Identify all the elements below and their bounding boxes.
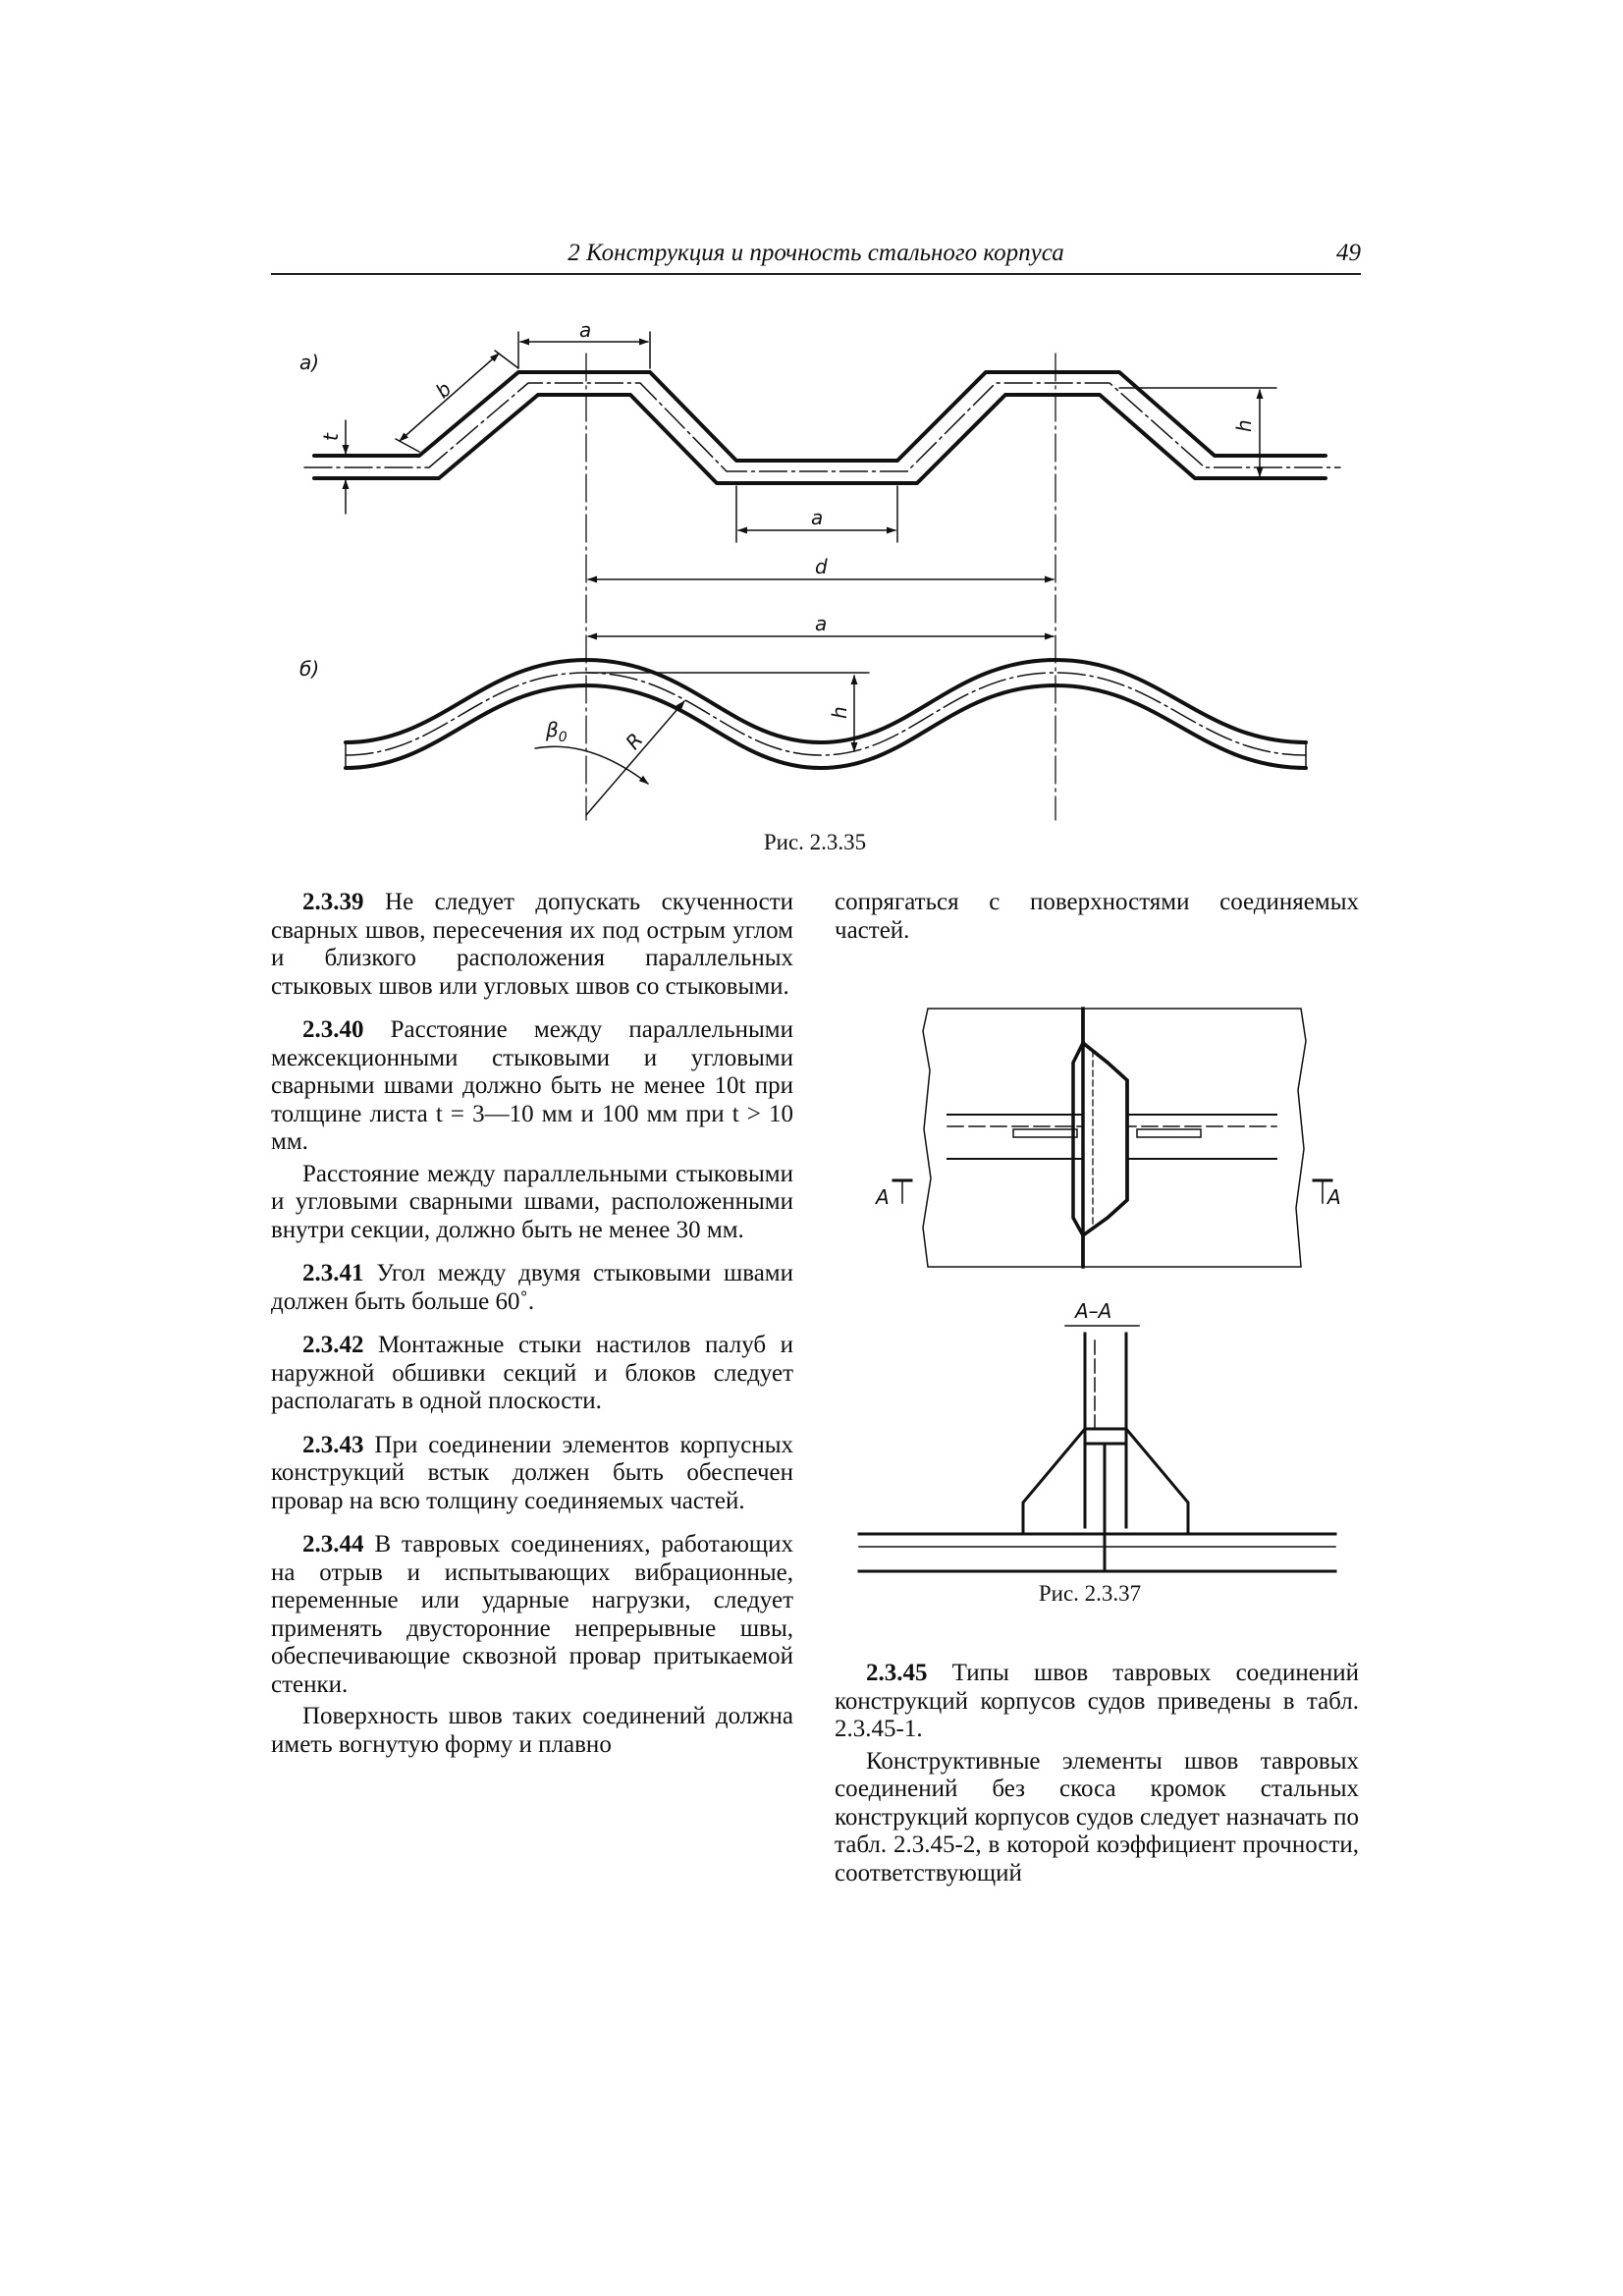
dim-R: R (621, 728, 648, 754)
para-num: 2.3.39 (302, 889, 364, 915)
section-mark-left: A (876, 1185, 890, 1209)
page-number: 49 (1336, 240, 1361, 266)
para-2-3-40-cont: Расстояние между параллельными стыковыми и угловыми сварными швами, расположенными внутри секции, должно быть не менее 30 мм. (271, 1160, 793, 1243)
running-header (271, 240, 1361, 275)
running-title: 2 Конструкция и прочность стального корпуса (568, 240, 1064, 266)
figure-2-3-35-caption: Рис. 2.3.35 (763, 830, 867, 854)
dim-h-b: h (828, 706, 851, 719)
para-2-3-40: 2.3.40 Расстояние между параллельными межсекционными стыковыми и угловыми сварными швами должно быть не менее 10t при толщине листа t = 3—10 мм и 100 мм при t > 10 мм. (271, 1016, 793, 1155)
right-column-top (835, 889, 1359, 960)
para-2-3-44-cont: Поверхность швов таких соединений должна иметь вогнутую форму и плавно (271, 1703, 793, 1758)
dim-a-wave: a (815, 612, 828, 635)
para-num: 2.3.43 (302, 1431, 364, 1458)
left-column (271, 889, 793, 1775)
fig35-label-b: б) (299, 657, 320, 681)
para-2-3-43: 2.3.43 При соединении элементов корпусных конструкций встык должен быть обеспечен провар на всю толщину соединяемых частей. (271, 1431, 793, 1514)
dim-b: b (430, 376, 457, 404)
para-2-3-39: 2.3.39 Не следует допускать скученности сварных швов, пересечения их под острым углом и близкого расположения параллельных стыковых швов или угловых швов со стыковыми. (271, 889, 794, 1000)
profile-a-top-edge (314, 372, 1325, 461)
fig35-label-a: а) (299, 351, 320, 374)
dim-h-a: h (1232, 419, 1256, 432)
para-num: 2.3.41 (302, 1260, 364, 1286)
dim-beta: $\beta_0$ (546, 718, 568, 745)
dim-a-top: a (579, 318, 592, 342)
para-2-3-45: 2.3.45 Типы швов тавровых соединений конструкций корпусов судов приведены в табл. 2.3.45-1. (835, 1660, 1359, 1742)
dim-d: d (815, 555, 828, 578)
profile-a-bottom-edge (314, 395, 1325, 483)
figure-2-3-35 (285, 314, 1355, 825)
dim-t: t (319, 433, 343, 441)
right-column-bottom (835, 1660, 1359, 1903)
para-2-3-45-cont: Конструктивные элементы швов тавровых соединений без скоса кромок стальных конструкций корпусов судов следует назначать по табл. 2.3.45-2, в которой коэффициент прочности, соответствующий (835, 1747, 1359, 1886)
para-2-3-41: 2.3.41 Угол между двумя стыковыми швами должен быть больше 60˚. (271, 1260, 793, 1315)
section-mark-right: A (1327, 1185, 1341, 1209)
section-title: A–A (1075, 1299, 1112, 1323)
para-num: 2.3.45 (866, 1660, 928, 1686)
para-num: 2.3.42 (302, 1332, 364, 1358)
para-num: 2.3.44 (302, 1531, 364, 1558)
dim-a-bottom: a (811, 506, 824, 529)
para-2-3-42: 2.3.42 Монтажные стыки настилов палуб и наружной обшивки секций и блоков следует располагать в одной плоскости. (271, 1332, 794, 1414)
figure-2-3-37 (854, 997, 1345, 1586)
para-continuation: сопрягаться с поверхностями соединяемых частей. (835, 889, 1359, 944)
para-num: 2.3.40 (302, 1016, 364, 1043)
figure-2-3-37-caption: Рис. 2.3.37 (1038, 1581, 1142, 1606)
para-2-3-44: 2.3.44 В тавровых соединениях, работающих на отрыв и испытывающих вибрационные, переменные или ударные нагрузки, следует применять двусторонние непрерывные швы, обеспечивающие сквозной провар притыкаемой стенки. (271, 1531, 794, 1698)
